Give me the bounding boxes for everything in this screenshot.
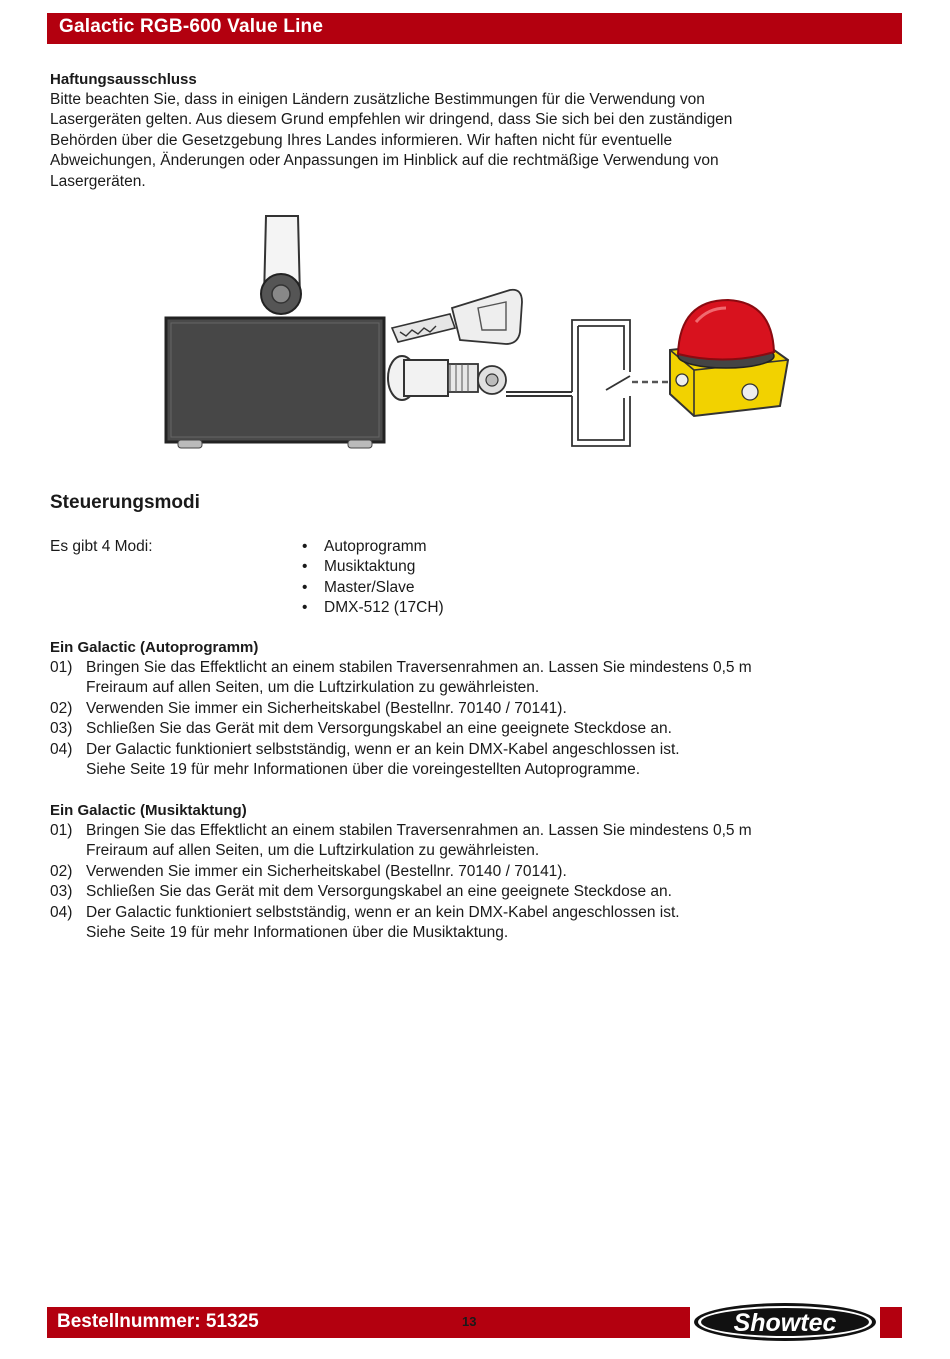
bullet-icon: •: [302, 578, 308, 596]
disclaimer-line: Lasergeräten gelten. Aus diesem Grund empfehlen wir dringend, dass Sie sich bei den zuständigen: [50, 111, 733, 129]
mode-item: [302, 598, 444, 618]
music-sync-title: Ein Galactic (Musiktaktung): [50, 802, 247, 819]
step-number: 02): [50, 862, 73, 880]
step-number: 01): [50, 822, 73, 839]
step-item: [50, 862, 880, 882]
step-line: Schließen Sie das Gerät mit dem Versorgungskabel an eine geeignete Steckdose an.: [86, 720, 672, 738]
step-item: [50, 719, 880, 739]
interlock-illustration: [160, 210, 800, 460]
disclaimer-line: Bitte beachten Sie, dass in einigen Ländern zusätzliche Bestimmungen für die Verwendung von: [50, 91, 705, 108]
bullet-icon: •: [302, 558, 308, 576]
showtec-logo-svg: [690, 1300, 880, 1344]
mode-label: Autoprogramm: [324, 538, 427, 555]
wiring-loop: [572, 320, 630, 446]
step-line: Freiraum auf allen Seiten, um die Luftzirkulation zu gewährleisten.: [86, 679, 540, 697]
bullet-icon: •: [302, 538, 308, 555]
step-number: 03): [50, 720, 73, 738]
disclaimer-line: Behörden über die Gesetzgebung Ihres Landes informieren. Wir haften nicht für eventuelle: [50, 131, 673, 149]
mode-item: [302, 537, 444, 557]
auto-program-title: Ein Galactic (Autoprogramm): [50, 639, 259, 656]
order-number: Bestellnummer: 51325: [57, 1311, 259, 1332]
key-icon: [392, 290, 522, 344]
step-item: [50, 903, 880, 944]
step-number: 04): [50, 903, 73, 921]
mode-label: Master/Slave: [324, 578, 415, 596]
step-item: [50, 882, 880, 902]
step-number: 02): [50, 699, 73, 717]
disclaimer-line: Lasergeräten.: [50, 172, 146, 190]
modes-label: Es gibt 4 Modi:: [50, 538, 153, 555]
step-line: Verwenden Sie immer ein Sicherheitskabel (Bestellnr. 70140 / 70141).: [86, 699, 567, 717]
emergency-stop-icon: [670, 300, 788, 416]
modes-list: [302, 537, 444, 619]
step-line: Bringen Sie das Effektlicht an einem stabilen Traversenrahmen an. Lassen Sie mindestens 0,5 m: [86, 822, 752, 839]
interlock-illustration-svg: [160, 210, 800, 460]
step-number: 03): [50, 883, 73, 901]
step-line: Schließen Sie das Gerät mit dem Versorgungskabel an eine geeignete Steckdose an.: [86, 883, 672, 901]
step-line: Freiraum auf allen Seiten, um die Luftzirkulation zu gewährleisten.: [86, 842, 540, 860]
music-sync-section: [50, 801, 880, 943]
step-item: [50, 821, 880, 862]
mode-label: Musiktaktung: [324, 558, 416, 576]
step-line: Der Galactic funktioniert selbstständig, wenn er an kein DMX-Kabel angeschlossen ist.: [86, 740, 680, 758]
step-item: [50, 740, 880, 781]
interlock-connector-icon: [388, 356, 572, 400]
section-title-steuerungsmodi: Steuerungsmodi: [50, 492, 200, 513]
step-item: [50, 658, 880, 699]
document-title: Galactic RGB-600 Value Line: [59, 16, 324, 37]
step-item: [50, 699, 880, 719]
device-foot: [348, 440, 372, 448]
bullet-icon: •: [302, 599, 308, 617]
music-steps: [50, 821, 880, 943]
step-line: Bringen Sie das Effektlicht an einem stabilen Traversenrahmen an. Lassen Sie mindestens 0,5 m: [86, 659, 752, 676]
step-line: Siehe Seite 19 für mehr Informationen über die Musiktaktung.: [86, 924, 509, 942]
disclaimer-section: [50, 70, 870, 192]
header-bar: [47, 13, 902, 44]
showtec-logo: [690, 1300, 880, 1344]
step-line: Verwenden Sie immer ein Sicherheitskabel (Bestellnr. 70140 / 70141).: [86, 862, 567, 880]
step-number: 04): [50, 740, 73, 758]
disclaimer-title: Haftungsausschluss: [50, 71, 197, 88]
step-line: Siehe Seite 19 für mehr Informationen über die voreingestellten Autoprogramme.: [86, 761, 641, 779]
step-number: 01): [50, 659, 73, 676]
mode-item: [302, 557, 444, 577]
auto-steps: [50, 658, 880, 780]
mode-item: [302, 578, 444, 598]
device-foot: [178, 440, 202, 448]
mode-label: DMX-512 (17CH): [324, 599, 444, 617]
page-number: 13: [462, 1314, 477, 1329]
logo-wordmark: Showtec: [733, 1309, 837, 1337]
step-line: Der Galactic funktioniert selbstständig, wenn er an kein DMX-Kabel angeschlossen ist.: [86, 903, 680, 921]
disclaimer-line: Abweichungen, Änderungen oder Anpassungen im Hinblick auf die rechtmäßige Verwendung von: [50, 152, 719, 170]
auto-program-section: [50, 638, 880, 780]
